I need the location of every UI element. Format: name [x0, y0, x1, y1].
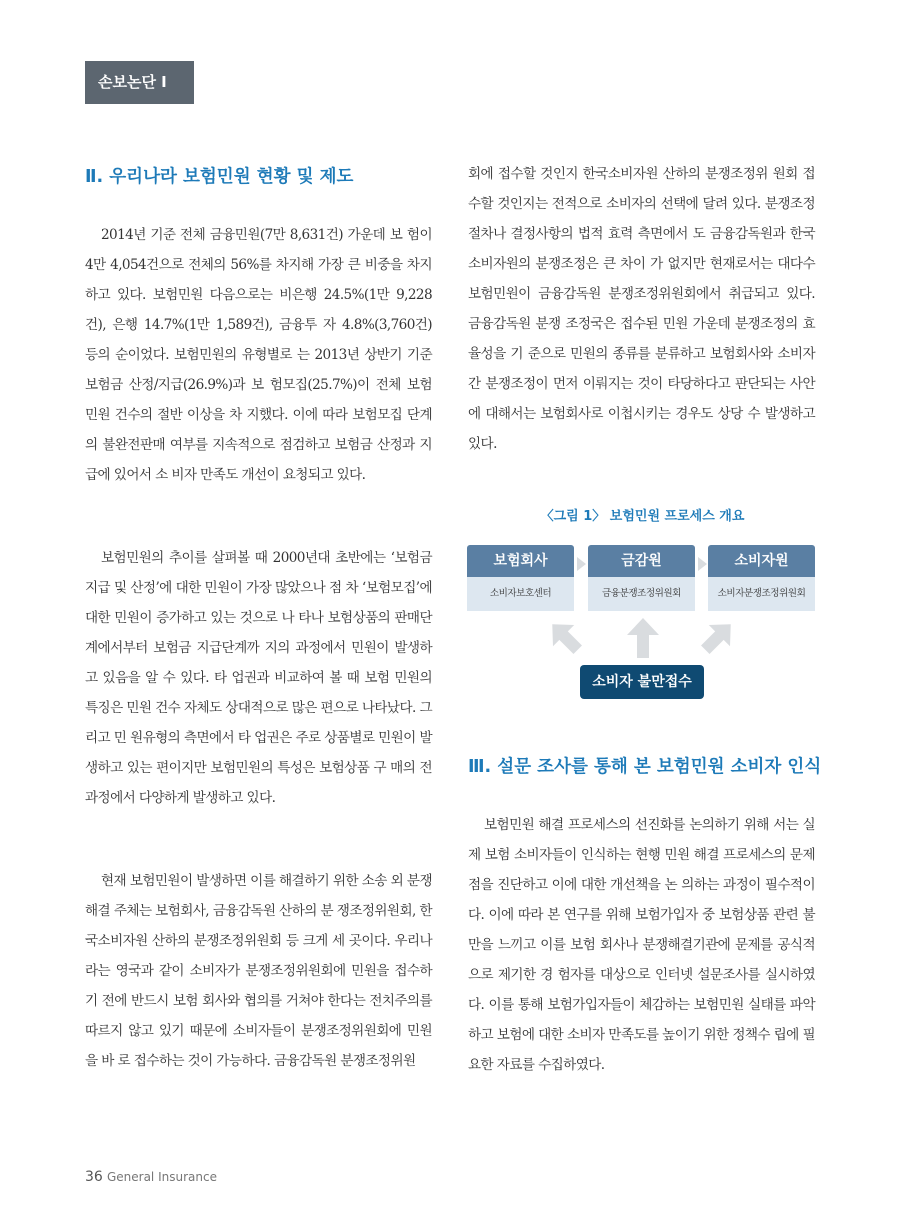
- box-fss-title: 금감원: [588, 545, 695, 577]
- paragraph-3: 현재 보험민원이 발생하면 이를 해결하기 위한 소송 외 분쟁해결 주체는 보험회사, 금융감독원 산하의 분 쟁조정위원회, 한국소비자원 산하의 분쟁조정위원회 등 크게 세 곳이다. 우리나라는 영국과 같이 소비자가 분쟁조정위원회에 민원을 접수하기 전에 반드시 보험 회사와 협의를 거쳐야 한다는 전치주의를 따르지 않고 있기 때문에 소비자들이 분쟁조정위원회에 민원을 바 로 접수하는 것이 가능하다. 금융감독원 분쟁조정위원: [85, 873, 432, 1069]
- arrow-right-2: [698, 557, 707, 571]
- paragraph-1: 2014년 기준 전체 금융민원(7만 8,631건) 가운데 보 험이 4만 4,054건으로 전체의 56%를 차지해 가장 큰 비중을 차지하고 있다. 보험민원 다음으로는 비은행 24.5%(1만 9,228건), 은행 14.7%(1만 1,589건), 금융투 자 4.8%(3,760건) 등의 순이었다. 보험민원의 유형별로 는 2013년 상반기 기준 보험금 산정/지급(26.9%)과 보 험모집(25.7%)이 전체 보험민원 건수의 절반 이상을 차 지했다. 이에 따라 보험모집 단계의 불완전판매 여부를 지속적으로 점검하고 보험금 산정과 지급에 있어서 소 비자 만족도 개선이 요청되고 있다.: [85, 227, 432, 483]
- arrow-right-1: [577, 557, 586, 571]
- page-number: 36: [85, 1169, 103, 1185]
- box-insurer-title: 보험회사: [467, 545, 574, 577]
- box-fss: [588, 545, 695, 611]
- box-insurer-sub: 소비자보호센터: [467, 577, 574, 611]
- arrow-up-left-icon: [545, 617, 585, 657]
- box-kca-title: 소비자원: [708, 545, 815, 577]
- complaint-intake-box: 소비자 불만접수: [580, 665, 704, 699]
- magazine-name: General Insurance: [106, 1170, 217, 1184]
- paragraph-2: 보험민원의 추이를 살펴볼 때 2000년대 초반에는 ‘보험금 지급 및 산정’에 대한 민원이 가장 많았으나 점 차 ‘보험모집’에 대한 민원이 증가하고 있는 것으로 나 타나 보험상품의 판매단계에서부터 보험금 지급단계까 지의 과정에서 민원이 발생하고 있음을 알 수 있다. 타 업권과 비교하여 볼 때 보험 민원의 특징은 민원 건수 자체도 상대적으로 많은 편으로 나타났다. 그리고 민 원유형의 측면에서 타 업권은 주로 상품별로 민원이 발 생하고 있는 편이지만 보험민원의 특성은 보험상품 구 매의 전 과정에서 다양하게 발생하고 있다.: [85, 550, 432, 806]
- box-fss-sub: 금융분쟁조정위원회: [588, 577, 695, 611]
- arrow-up-right-icon: [698, 617, 738, 657]
- arrow-up-icon: [625, 617, 661, 659]
- page-footer: [85, 1169, 217, 1185]
- section-tag: 손보논단 Ⅰ: [85, 61, 194, 104]
- figure-title: 〈그림 1〉 보험민원 프로세스 개요: [540, 509, 745, 524]
- box-kca: [708, 545, 815, 611]
- box-kca-sub: 소비자분쟁조정위원회: [708, 577, 815, 611]
- box-insurer: [467, 545, 574, 611]
- section-2-heading: Ⅱ. 우리나라 보험민원 현황 및 제도: [85, 167, 354, 187]
- paragraph-3-continued: 회에 접수할 것인지 한국소비자원 산하의 분쟁조정위 원회 접수할 것인지는 전적으로 소비자의 선택에 달려 있다. 분쟁조정 절차나 결정사항의 법적 효력 측면에서 도 금융감독원과 한국소비자원의 분쟁조정은 큰 차이 가 없지만 현재로서는 대다수 보험민원이 금융감독원 분쟁조정위원회에서 취급되고 있다. 금융감독원 분쟁 조정국은 접수된 민원 가운데 분쟁조정의 효율성을 기 준으로 민원의 종류를 분류하고 보험회사와 소비자 간 분쟁조정이 먼저 이뤄지는 것이 타당하다고 판단되는 사안에 대해서는 보험회사로 이첩시키는 경우도 상당 수 발생하고 있다.: [468, 166, 815, 452]
- section-3-heading: Ⅲ. 설문 조사를 통해 본 보험민원 소비자 인식: [468, 757, 822, 777]
- paragraph-4: 보험민원 해결 프로세스의 선진화를 논의하기 위해 서는 실제 보험 소비자들이 인식하는 현행 민원 해결 프로세스의 문제점을 진단하고 이에 대한 개선책을 논 의하는 과정이 필수적이다. 이에 따라 본 연구를 위해 보험가입자 중 보험상품 관련 불만을 느끼고 이를 보험 회사나 분쟁해결기관에 문제를 공식적으로 제기한 경 험자를 대상으로 인터넷 설문조사를 실시하였다. 이를 통해 보험가입자들이 체감하는 보험민원 실태를 파악 하고 보험에 대한 소비자 만족도를 높이기 위한 정책수 립에 필요한 자료를 수집하였다.: [468, 817, 815, 1073]
